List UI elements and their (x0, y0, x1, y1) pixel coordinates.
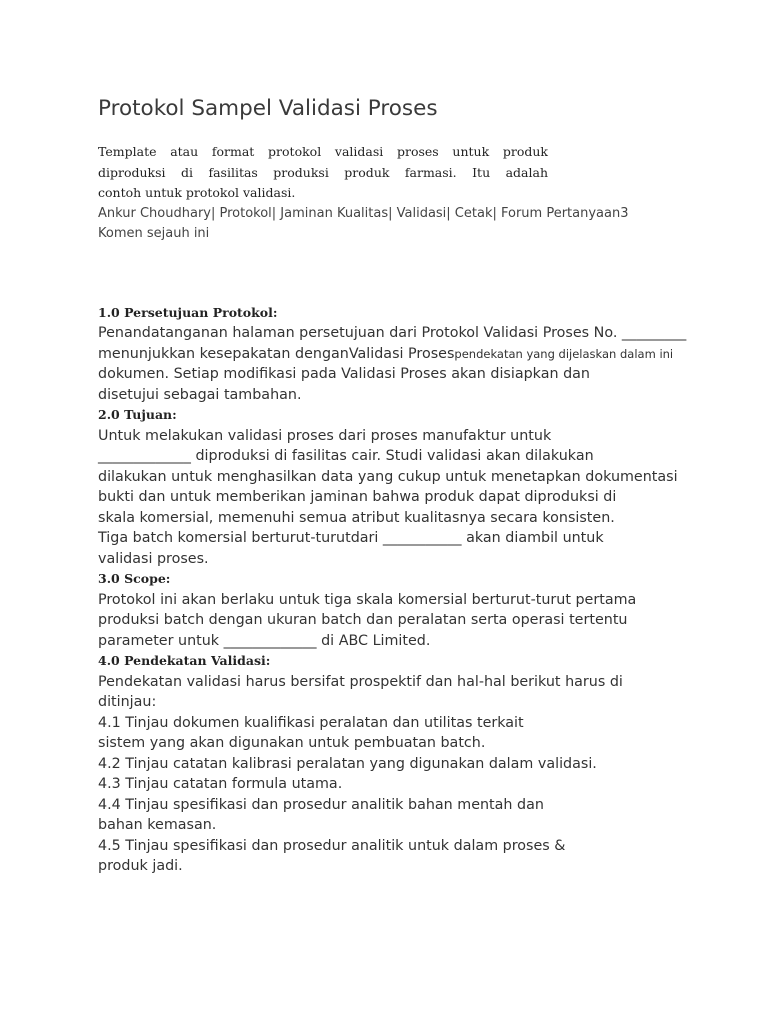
section-body: Pendekatan validasi harus bersifat prospektif dan hal-hal berikut harus di ditinjau: 4.1 Tinjau dokumen kualifikasi peralatan dan utilitas terkait sistem yang akan digunakan untuk pembuatan batch. 4.2 Tinjau catatan kalibrasi peralatan yang digunakan dalam validasi. 4.3 Tinjau catatan formula utama. 4.4 Tinjau spesifikasi dan prosedur analitik bahan mentah dan bahan kemasan. 4.5 Tinjau spesifikasi dan prosedur analitik untuk dalam proses & produk jadi. (98, 673, 623, 874)
section-heading: 4.0 Pendekatan Validasi: (98, 653, 271, 668)
section-line: dokumen. Setiap modifikasi pada Validasi Proses akan disiapkan dan (98, 366, 590, 382)
section-body: Untuk melakukan validasi proses dari proses manufaktur untuk _____________ diproduksi di fasilitas cair. Studi validasi akan dilakukan dilakukan untuk menghasilkan data yang cukup untuk menetapkan dokumentasi bukti dan untuk memberikan jaminan bahwa produk dapat diproduksi di skala komersial, memenuhi semua atribut kualitasnya secara konsisten. Tiga batch komersial berturut-turutdari ___________ akan diambil untuk validasi proses. (98, 427, 678, 567)
intro-line: Template atau format protokol validasi proses untuk produk (98, 144, 548, 159)
section-line: Penandatanganan halaman persetujuan dari Protokol Validasi Proses No. _________ (98, 325, 687, 341)
section-heading: 2.0 Tujuan: (98, 407, 177, 422)
section-heading: 3.0 Scope: (98, 571, 171, 586)
meta-comments: Komen sejauh ini (98, 226, 210, 241)
document-page (98, 94, 698, 877)
section-approach (98, 651, 698, 877)
section-heading: 1.0 Persetujuan Protokol: (98, 304, 278, 320)
intro-line: diproduksi di fasilitas produksi produk farmasi. Itu adalah (98, 164, 548, 180)
meta-tags: Ankur Choudhary| Protokol| Jaminan Kualitas| Validasi| Cetak| Forum Pertanyaan3 (98, 205, 629, 221)
section-text-small: pendekatan yang dijelaskan dalam ini (454, 346, 674, 361)
document-title: Protokol Sampel Validasi Proses (98, 96, 438, 121)
section-body: Protokol ini akan berlaku untuk tiga skala komersial berturut-turut pertama produksi batch dengan ukuran batch dan peralatan serta operasi tertentu parameter untuk _____________ di ABC Limited. (98, 591, 637, 649)
section-line: disetujui sebagai tambahan. (98, 386, 302, 403)
intro-paragraph (98, 142, 548, 204)
intro-line: contoh untuk protokol validasi. (98, 185, 296, 200)
section-text: menunjukkan kesepakatan denganValidasi Proses (98, 345, 455, 362)
section-scope (98, 569, 698, 651)
article-meta (98, 204, 698, 245)
section-objective (98, 405, 698, 569)
section-approval (98, 303, 698, 406)
section-line (98, 344, 698, 365)
